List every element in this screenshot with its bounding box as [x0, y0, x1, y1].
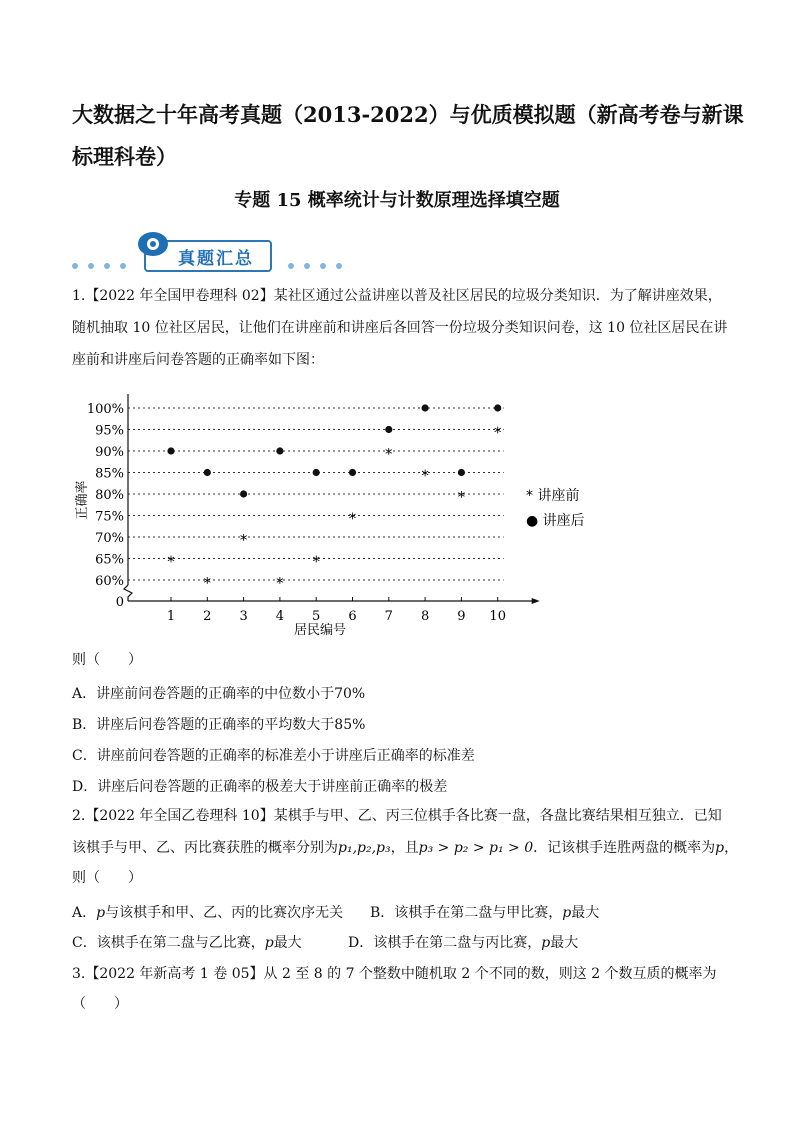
q2-option-a-p: p	[96, 905, 106, 921]
point-after	[422, 404, 429, 411]
eye-icon	[138, 232, 168, 256]
q1-option-b: B．讲座后问卷答题的正确率的平均数大于85%	[72, 717, 366, 733]
y-axis-break	[124, 585, 132, 601]
point-after	[458, 469, 465, 476]
x-tick-label: 5	[312, 609, 321, 624]
legend-after: ● 讲座后	[526, 513, 585, 529]
point-after	[276, 447, 283, 454]
paper-title-line1: 大数据之十年高考真题（2013-2022）与优质模拟题（新高考卷与新课	[72, 102, 744, 127]
q2-option-c-p: p	[264, 935, 274, 951]
y-axis-label: 正确率	[75, 480, 90, 520]
q1-line3: 座前和讲座后问卷答题的正确率如下图：	[72, 352, 324, 368]
q2-option-a-text: 与该棋手和甲、乙、丙的比赛次序无关	[105, 905, 344, 921]
y-tick-label: 75%	[95, 509, 124, 525]
q2-prompt: 则（ ）	[72, 870, 142, 886]
point-before: *	[312, 552, 320, 571]
y-tick-label: 65%	[95, 552, 124, 568]
q2-line2	[72, 834, 738, 862]
q1-line1: 1.【2022 年全国甲卷理科 02】某社区通过公益讲座以普及社区居民的垃圾分类知识．为了解讲座效果，	[72, 288, 722, 304]
point-before: *	[493, 423, 502, 442]
point-after	[167, 447, 174, 454]
y-tick-label: 95%	[95, 423, 124, 439]
x-tick-label: 7	[384, 609, 393, 624]
x-tick-label: 10	[489, 609, 506, 624]
point-after	[494, 404, 501, 411]
q2-option-d-text: 最大	[550, 935, 579, 951]
q2-option-a	[72, 903, 343, 923]
point-before: *	[457, 488, 466, 506]
q1-chart	[70, 388, 630, 644]
q1-prompt: 则（ ）	[72, 652, 142, 668]
point-after	[204, 469, 211, 476]
x-tick-label: 8	[420, 609, 430, 624]
q2-option-b-p: p	[562, 905, 572, 921]
y-tick-label: 60%	[95, 574, 124, 589]
q2-option-b-text: 最大	[571, 905, 600, 921]
q2-option-d-pre: D．该棋手在第二盘与丙比赛，	[348, 935, 542, 951]
y-tick-label: 80%	[95, 488, 124, 503]
x-tick-label: 6	[348, 609, 357, 624]
paper-title-line2: 标理科卷）	[72, 144, 177, 169]
point-after	[240, 490, 247, 497]
point-before: *	[385, 445, 393, 463]
q2-line1: 2.【2022 年全国乙卷理科 10】某棋手与甲、乙、丙三位棋手各比赛一盘，各盘比赛结果相互独立．已知	[72, 808, 722, 824]
q2-math-inequality: p₃ > p₂ > p₁ > 0	[418, 840, 534, 856]
q1-option-a: A．讲座前问卷答题的正确率的中位数小于70%	[72, 686, 366, 702]
q3-prompt: （ ）	[72, 996, 128, 1012]
y-tick-label: 85%	[95, 466, 124, 482]
x-tick-label: 9	[457, 609, 466, 624]
x-tick-label: 2	[203, 609, 212, 624]
q3-line1: 3.【2022 年新高考 1 卷 05】从 2 至 8 的 7 个整数中随机取 2 个不同的数，则这 2 个数互质的概率为	[72, 966, 717, 982]
x-axis-arrow	[532, 598, 540, 604]
q2-option-d	[348, 933, 578, 953]
q2-line2-post: ．记该棋手连胜两盘的概率为	[533, 840, 716, 856]
q1-option-c: C．讲座前问卷答题的正确率的标准差小于讲座后正确率的标准差	[72, 748, 475, 764]
y-tick-label: 70%	[95, 531, 124, 546]
badge-label: 真题汇总	[178, 249, 254, 269]
q2-line2-mid: ，且	[390, 840, 419, 856]
point-after	[385, 426, 392, 433]
legend-before: * 讲座前	[526, 488, 580, 504]
y-tick-zero: 0	[115, 595, 124, 610]
x-tick-label: 1	[166, 609, 176, 624]
q1-option-d: D．讲座后问卷答题的正确率的极差大于讲座前正确率的极差	[72, 779, 448, 795]
point-before: *	[239, 531, 248, 549]
q2-option-b-pre: B．该棋手在第二盘与甲比赛，	[370, 905, 563, 921]
x-axis-label: 居民编号	[293, 623, 347, 638]
q2-math-probs: p₁,p₂,p₃	[338, 840, 391, 856]
q2-option-c	[72, 933, 302, 953]
point-before: *	[203, 574, 212, 592]
q2-line2-pre: 该棋手与甲、乙、丙比赛获胜的概率分别为	[72, 840, 338, 856]
q2-option-c-text: 最大	[273, 935, 302, 951]
q2-line2-end: ，	[724, 840, 739, 856]
x-tick-label: 3	[239, 609, 248, 624]
point-before: *	[276, 574, 284, 592]
point-before: *	[421, 466, 429, 485]
q2-option-b	[370, 903, 599, 923]
point-after	[313, 469, 320, 476]
point-before: *	[348, 509, 357, 528]
q2-option-d-p: p	[541, 935, 551, 951]
y-tick-label: 90%	[95, 445, 124, 460]
q2-option-c-pre: C．该棋手在第二盘与乙比赛，	[72, 935, 265, 951]
x-tick-label: 4	[275, 609, 285, 624]
point-before: *	[167, 552, 175, 571]
point-after	[349, 469, 356, 476]
paper-subtitle: 专题 15 概率统计与计数原理选择填空题	[234, 190, 560, 211]
q1-line2: 随机抽取 10 位社区居民，让他们在讲座前和讲座后各回答一份垃圾分类知识问卷，这 10 位社区居民在讲	[72, 320, 728, 336]
q2-option-a-pre: A．	[72, 905, 97, 921]
y-tick-label: 100%	[86, 402, 124, 417]
q2-math-p: p	[715, 840, 725, 856]
